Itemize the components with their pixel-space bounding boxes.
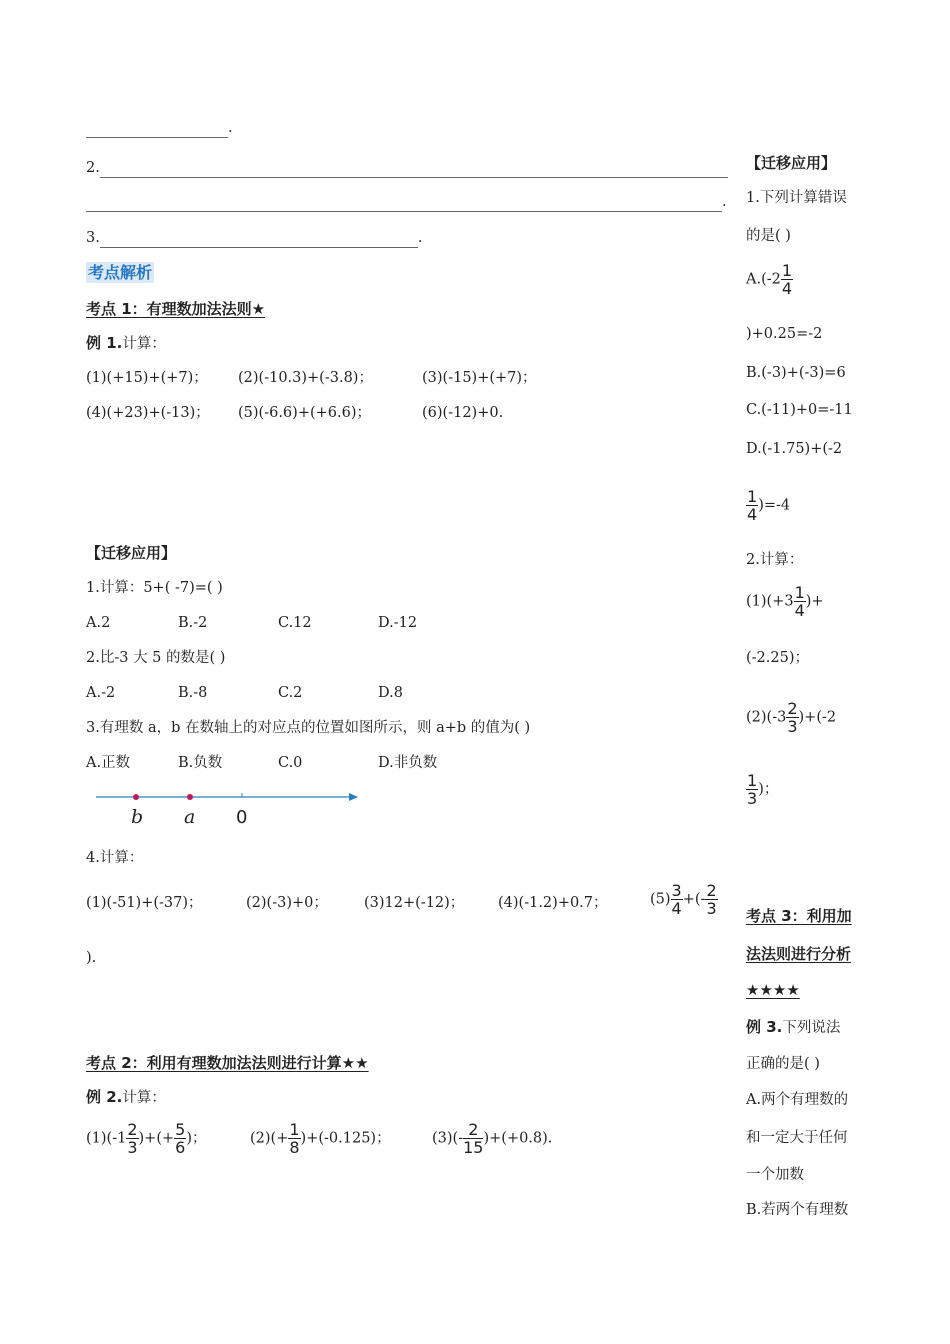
text: )； bbox=[758, 781, 779, 798]
point-b bbox=[133, 794, 139, 800]
kp1-item-1: (1)(+15)+(+7)； bbox=[86, 370, 208, 386]
kp1-item-3: (3)(-15)+(+7)； bbox=[422, 370, 537, 386]
side-kp3-title-2: 法法则进行分析 bbox=[746, 945, 852, 963]
side-kp3-title-1: 考点 3：利用加 bbox=[746, 907, 852, 925]
operator: +(- bbox=[682, 891, 706, 908]
text: A.(-2 bbox=[746, 271, 781, 288]
kp1-item-5: (5)(-6.6)+(+6.6)； bbox=[238, 405, 371, 421]
side-q1-line2: 的是( ) bbox=[746, 228, 791, 244]
kp2-title: 考点 2：利用有理数加法法则进行计算★★ bbox=[86, 1054, 369, 1072]
label-zero: 0 bbox=[236, 807, 248, 828]
kp2-item-3 bbox=[432, 1121, 552, 1156]
fraction bbox=[705, 882, 717, 917]
side-ex3-option-a-2: 和一定大于任何 bbox=[746, 1130, 848, 1146]
example-text: 计算： bbox=[122, 1090, 166, 1106]
denominator: 3 bbox=[706, 899, 717, 918]
side-ex3-option-a-1: A.两个有理数的 bbox=[746, 1092, 849, 1108]
text: (2)(-3 bbox=[746, 709, 787, 726]
denominator: 8 bbox=[289, 1138, 300, 1157]
kp2-item-1 bbox=[86, 1121, 207, 1156]
section-title-text: 考点解析 bbox=[88, 263, 153, 282]
side-example-3-line2: 正确的是( ) bbox=[746, 1056, 820, 1072]
q4-item-3: (3)12+(-12)； bbox=[364, 895, 465, 911]
q3-option-d: D.非负数 bbox=[378, 755, 438, 771]
q1-option-a: A.2 bbox=[86, 615, 111, 631]
q2-option-a: A.-2 bbox=[86, 685, 116, 701]
side-q2-item-1 bbox=[746, 584, 824, 619]
question-number: 2. bbox=[86, 160, 100, 176]
side-option-d: D.(-1.75)+(-2 bbox=[746, 441, 843, 457]
side-option-d-cont bbox=[746, 488, 790, 523]
fraction bbox=[463, 1121, 483, 1156]
question-number: 3. bbox=[86, 230, 100, 246]
section-title bbox=[86, 260, 154, 283]
text: )+(+ bbox=[138, 1130, 175, 1147]
q2-option-c: C.2 bbox=[278, 685, 303, 701]
fraction bbox=[746, 488, 758, 523]
text: )； bbox=[186, 1130, 207, 1147]
q1-option-b: B.-2 bbox=[178, 615, 208, 631]
denominator: 4 bbox=[747, 505, 758, 524]
transfer-title: 【迁移应用】 bbox=[86, 544, 177, 562]
example-label: 例 2. bbox=[86, 1088, 123, 1106]
side-q2: 2.计算： bbox=[746, 552, 804, 568]
q2-option-b: B.-8 bbox=[178, 685, 208, 701]
numerator: 3 bbox=[671, 881, 682, 900]
number-line bbox=[90, 785, 370, 830]
fraction bbox=[174, 1121, 186, 1156]
text: (2)(+ bbox=[250, 1130, 289, 1147]
q4-item-2: (2)(-3)+0； bbox=[246, 895, 328, 911]
side-option-a bbox=[746, 262, 793, 297]
numerator: 1 bbox=[289, 1120, 300, 1139]
side-option-c: C.(-11)+0=-11 bbox=[746, 402, 853, 418]
example-label: 例 1. bbox=[86, 334, 123, 352]
fraction bbox=[126, 1121, 138, 1156]
denominator: 6 bbox=[175, 1138, 186, 1157]
side-option-a-cont: )+0.25=-2 bbox=[746, 326, 823, 342]
text: (3)(- bbox=[432, 1130, 464, 1147]
numerator: 2 bbox=[787, 699, 798, 718]
example-text: 计算： bbox=[122, 336, 166, 352]
q3-option-c: C.0 bbox=[278, 755, 303, 771]
numerator: 1 bbox=[747, 487, 758, 506]
side-q2-item-1-cont: (-2.25)； bbox=[746, 650, 809, 666]
kp1-item-4: (4)(+23)+(-13)； bbox=[86, 405, 210, 421]
q1-option-c: C.12 bbox=[278, 615, 312, 631]
kp1-item-6: (6)(-12)+0. bbox=[422, 405, 504, 421]
q1-option-d: D.-12 bbox=[378, 615, 418, 631]
side-q2-item-2-cont bbox=[746, 772, 778, 807]
question-3-line bbox=[86, 228, 422, 248]
text: (1)(+3 bbox=[746, 593, 794, 610]
denominator: 4 bbox=[794, 601, 805, 620]
fraction bbox=[746, 772, 758, 807]
transfer-q1: 1.计算：5+( -7)=( ) bbox=[86, 580, 223, 596]
kp1-title: 考点 1：有理数加法法则★ bbox=[86, 300, 266, 318]
side-ex3-option-b-1: B.若两个有理数 bbox=[746, 1202, 849, 1218]
transfer-q4: 4.计算： bbox=[86, 850, 144, 866]
q3-option-b: B.负数 bbox=[178, 755, 223, 771]
side-option-b: B.(-3)+(-3)=6 bbox=[746, 365, 846, 381]
side-example-3 bbox=[746, 1017, 840, 1038]
fraction bbox=[288, 1121, 300, 1156]
q4-item-4: (4)(-1.2)+0.7； bbox=[498, 895, 608, 911]
example-2 bbox=[86, 1087, 166, 1108]
q4-item-1: (1)(-51)+(-37)； bbox=[86, 895, 203, 911]
side-q1-line1: 1.下列计算错误 bbox=[746, 190, 847, 206]
transfer-q2: 2.比-3 大 5 的数是( ) bbox=[86, 650, 226, 666]
label-b: b bbox=[131, 806, 144, 828]
text: )+ bbox=[805, 593, 824, 610]
point-a bbox=[187, 794, 193, 800]
side-q2-item-2 bbox=[746, 700, 836, 735]
q2-option-d: D.8 bbox=[378, 685, 403, 701]
side-ex3-option-a-3: 一个加数 bbox=[746, 1167, 804, 1183]
denominator: 4 bbox=[671, 899, 682, 918]
numerator: 1 bbox=[747, 771, 758, 790]
denominator: 4 bbox=[781, 279, 793, 298]
denominator: 3 bbox=[747, 789, 758, 808]
text: )=-4 bbox=[758, 497, 791, 514]
numerator: 2 bbox=[706, 881, 717, 900]
text: (1)(-1 bbox=[86, 1130, 127, 1147]
question-2-line-cont bbox=[86, 192, 727, 212]
fraction bbox=[786, 700, 798, 735]
axis-arrow-icon bbox=[349, 793, 358, 801]
numerator: 2 bbox=[463, 1121, 483, 1139]
fraction bbox=[794, 584, 806, 619]
kp2-item-2 bbox=[250, 1121, 391, 1156]
text: )+(-0.125)； bbox=[300, 1130, 391, 1147]
period: . bbox=[722, 194, 727, 210]
text: )+(-2 bbox=[798, 709, 837, 726]
q4-item-5-end: ). bbox=[86, 950, 97, 966]
fraction bbox=[781, 262, 793, 297]
text: )+(+0.8). bbox=[483, 1130, 553, 1147]
side-transfer-title: 【迁移应用】 bbox=[746, 154, 837, 172]
label-a: a bbox=[184, 806, 196, 828]
kp1-item-2: (2)(-10.3)+(-3.8)； bbox=[238, 370, 373, 386]
question-2-line bbox=[86, 158, 728, 178]
text: 下列说法 bbox=[782, 1020, 841, 1036]
q3-option-a: A.正数 bbox=[86, 755, 131, 771]
q4-item-5 bbox=[650, 882, 718, 917]
numerator: 1 bbox=[781, 261, 793, 280]
transfer-q3: 3.有理数 a，b 在数轴上的对应点的位置如图所示，则 a+b 的值为( ) bbox=[86, 720, 531, 736]
denominator: 3 bbox=[787, 717, 798, 736]
denominator: 15 bbox=[463, 1138, 484, 1157]
period: . bbox=[417, 230, 423, 246]
side-kp3-stars: ★★★★ bbox=[746, 981, 800, 999]
numerator: 2 bbox=[127, 1120, 138, 1139]
period: . bbox=[228, 120, 233, 136]
numerator: 5 bbox=[175, 1120, 186, 1139]
example-1 bbox=[86, 333, 166, 354]
numerator: 1 bbox=[794, 583, 805, 602]
item-prefix: (5) bbox=[650, 891, 671, 908]
example-label: 例 3. bbox=[746, 1018, 783, 1036]
fraction bbox=[671, 882, 683, 917]
blank-line-1 bbox=[86, 118, 233, 138]
denominator: 3 bbox=[127, 1138, 138, 1157]
